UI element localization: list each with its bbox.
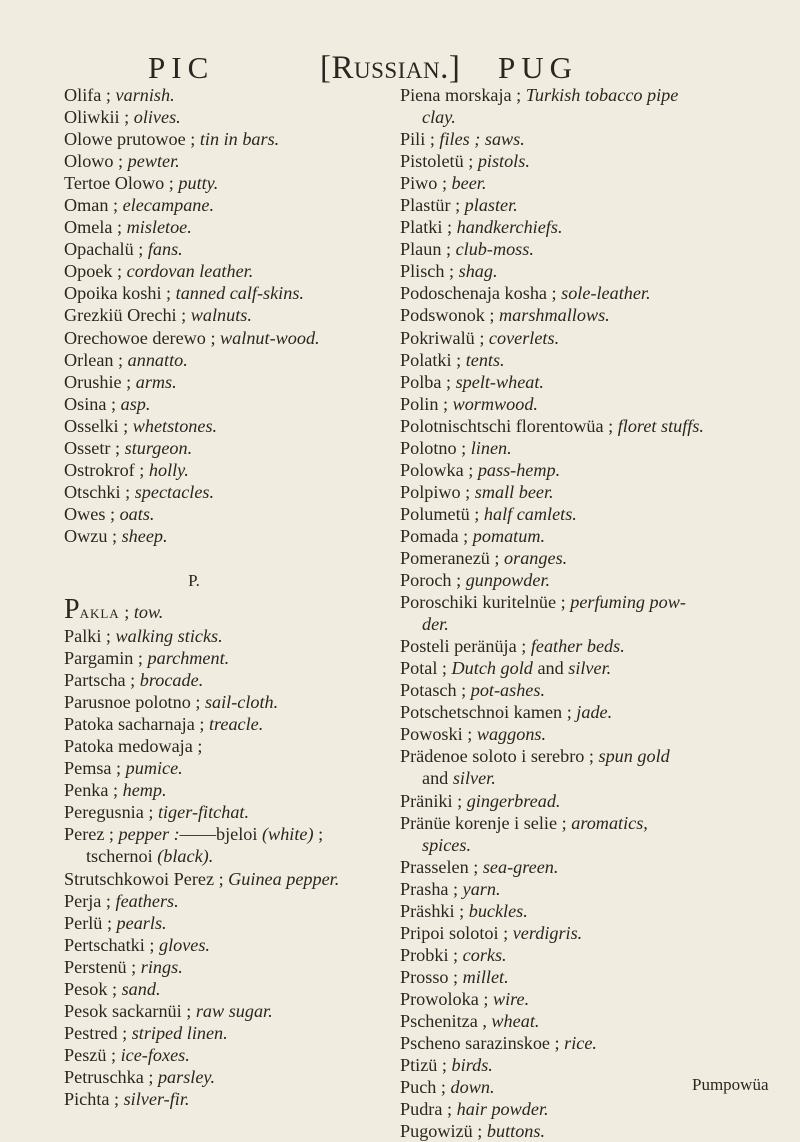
entry-translation: down. (450, 1077, 495, 1098)
dictionary-entry (64, 1000, 386, 1022)
entry-term: Pili ; (400, 129, 440, 150)
entry-term: Prowoloka ; (400, 988, 493, 1009)
entry-translation: pass-hemp. (477, 459, 561, 480)
entry-term: Orechowoe derewo ; (64, 327, 221, 348)
entry-term: Osina ; (64, 393, 121, 414)
dictionary-entry (400, 701, 780, 723)
entry-translation: pistols. (477, 151, 530, 172)
entry-translation: plaster. (464, 195, 518, 216)
entry-term: Polba ; (400, 371, 456, 392)
entry-translation: sail-cloth. (204, 692, 279, 713)
entry-translation: misletoe. (126, 217, 192, 238)
dictionary-entry (64, 669, 386, 691)
entry-term: Pokriwalü ; (400, 327, 489, 348)
entry-term: akla (79, 601, 120, 622)
entry-term: Penka ; (64, 780, 123, 801)
dictionary-entry (400, 459, 780, 481)
dictionary-entry (400, 1054, 780, 1076)
entry-term: Orlean ; (64, 349, 128, 370)
entry-translation: pewter. (127, 151, 180, 172)
entry-translation: pot-ashes. (470, 680, 545, 701)
entry-translation: (white) (262, 824, 314, 845)
entry-term: Otschki ; (64, 481, 135, 502)
dictionary-entry (400, 922, 780, 944)
entry-translation: wheat. (491, 1010, 540, 1031)
dictionary-entry (64, 238, 386, 260)
dictionary-entry (400, 327, 780, 349)
entry-term: Owes ; (64, 503, 120, 524)
entry-translation: gingerbread. (466, 790, 561, 811)
entry-translation: whetstones. (132, 415, 218, 436)
entry-translation: feathers. (115, 890, 179, 911)
entry-term: Pertschatki ; (64, 934, 159, 955)
left-column (64, 84, 386, 1110)
entry-translation: small beer. (474, 481, 554, 502)
right-column (400, 84, 780, 1142)
entry-term: Parusnoe polotno ; (64, 692, 205, 713)
dictionary-entry (64, 934, 386, 956)
entry-term: Olowo ; (64, 151, 128, 172)
dictionary-entry (400, 878, 780, 900)
dictionary-entry (400, 790, 780, 812)
entry-translation: millet. (462, 966, 509, 987)
dictionary-entry (400, 547, 780, 569)
entry-term: Strutschkowoi Perez ; (64, 868, 229, 889)
entry-translation: pearls. (116, 912, 167, 933)
entry-term: Prädenoe soloto i serebro ; (400, 746, 599, 767)
dictionary-entry (64, 304, 386, 326)
entry-translation: shag. (458, 261, 498, 282)
dictionary-entry (64, 823, 386, 845)
dictionary-entry (400, 966, 780, 988)
entry-separator: ; (119, 601, 134, 622)
dictionary-entry (400, 415, 780, 437)
dictionary-entry (400, 569, 780, 591)
entry-translation: sheep. (121, 525, 168, 546)
entry-translation: tin in bars. (199, 129, 280, 150)
entry-translation: walnuts. (190, 305, 252, 326)
entry-translation: oats. (119, 503, 155, 524)
entry-translation: beer. (451, 173, 487, 194)
entry-term: Perez ; (64, 824, 119, 845)
dictionary-entry (64, 150, 386, 172)
dictionary-entry (64, 481, 386, 503)
entry-term: Posteli peränüja ; (400, 636, 531, 657)
entry-term: Perja ; (64, 890, 116, 911)
entry-term: Potasch ; (400, 680, 471, 701)
entry-term: Pomeranezü ; (400, 547, 505, 568)
entry-term: and (532, 658, 569, 679)
entry-translation: half camlets. (483, 503, 577, 524)
dictionary-entry (400, 834, 780, 856)
entry-term: Präniki ; (400, 790, 467, 811)
entry-translation: spun gold (598, 746, 670, 767)
entry-translation: tow. (133, 601, 164, 622)
entry-translation: elecampane. (122, 195, 215, 216)
entry-translation: rings. (140, 956, 183, 977)
entry-translation: clay. (422, 107, 456, 128)
dictionary-entry (400, 84, 780, 106)
dictionary-entry (400, 216, 780, 238)
dictionary-entry (64, 1044, 386, 1066)
dictionary-entry (64, 779, 386, 801)
entry-term: Platki ; (400, 217, 457, 238)
entry-term: Potal ; (400, 658, 452, 679)
dictionary-entry (64, 216, 386, 238)
entry-term: ; (313, 824, 324, 845)
header-right-guideword: PUG (498, 50, 579, 85)
dictionary-entry (400, 128, 780, 150)
entry-translation: silver. (452, 768, 496, 789)
entry-translation: feather beds. (530, 636, 625, 657)
entry-translation: varnish. (115, 85, 175, 105)
entry-translation: linen. (470, 437, 512, 458)
entry-translation: sturgeon. (124, 437, 193, 458)
catchword: Pumpowüa (692, 1075, 769, 1094)
dictionary-entry (64, 349, 386, 371)
entry-translation: ice-foxes. (120, 1044, 190, 1065)
entry-translation: gunpowder. (465, 570, 551, 591)
entry-term: Pesok sackarnüi ; (64, 1000, 196, 1021)
entry-translation: gloves. (158, 934, 210, 955)
entry-translation: oranges. (504, 547, 568, 568)
entry-term: Pripoi solotoi ; (400, 922, 513, 943)
dictionary-entry (400, 304, 780, 326)
entry-term: Pargamin ; (64, 648, 148, 669)
dictionary-entry (400, 591, 780, 613)
entry-translation: sand. (121, 978, 161, 999)
entry-term: Owzu ; (64, 525, 122, 546)
dictionary-entry (64, 260, 386, 282)
entry-translation: hemp. (122, 780, 167, 801)
dictionary-entry (64, 437, 386, 459)
dictionary-entry (400, 613, 780, 635)
entry-term: Polatki ; (400, 349, 466, 370)
dictionary-entry (64, 868, 386, 890)
entry-term: Polin ; (400, 393, 453, 414)
entry-translation: handkerchiefs. (456, 217, 563, 238)
entry-translation: putty. (178, 173, 219, 194)
entry-translation: files ; saws. (439, 129, 525, 150)
dictionary-entry (64, 415, 386, 437)
dictionary-entry (400, 172, 780, 194)
entry-term: Perlü ; (64, 912, 117, 933)
entry-term: Orushie ; (64, 371, 136, 392)
entry-translation: silver. (568, 658, 612, 679)
dictionary-entry (400, 812, 780, 834)
entry-translation: yarn. (462, 878, 501, 899)
entry-translation: aromatics, (571, 812, 648, 833)
entry-term: Pesok ; (64, 978, 122, 999)
entry-translation: rice. (564, 1033, 597, 1054)
entry-term: Präshki ; (400, 900, 469, 921)
dictionary-entry (400, 944, 780, 966)
dictionary-entry (400, 1120, 780, 1142)
entry-term: Oman ; (64, 195, 123, 216)
dictionary-entry (64, 503, 386, 525)
entry-term: Pomada ; (400, 525, 473, 546)
entry-translation: verdigris. (512, 922, 583, 943)
dictionary-entry (400, 150, 780, 172)
entry-term: Patoka sacharnaja ; (64, 714, 209, 735)
entry-term: Prosso ; (400, 966, 463, 987)
dictionary-entry (400, 635, 780, 657)
dictionary-entry (64, 625, 386, 647)
section-letter: P. (188, 570, 200, 590)
entry-translation: cordovan leather. (126, 261, 254, 282)
entry-translation: marshmallows. (499, 305, 610, 326)
entry-translation: arms. (135, 371, 177, 392)
entry-term: Pschenitza , (400, 1010, 492, 1031)
dictionary-entry (64, 128, 386, 150)
entry-translation: perfuming pow- (570, 592, 686, 613)
dictionary-entry (400, 371, 780, 393)
entry-translation: wormwood. (452, 393, 538, 414)
entry-translation: spelt-wheat. (455, 371, 544, 392)
entry-term: Pichta ; (64, 1088, 124, 1109)
entry-term: Ostrokrof ; (64, 459, 149, 480)
entry-translation: parchment. (147, 648, 230, 669)
dictionary-entry (400, 767, 780, 789)
section-lead-entry (64, 593, 386, 625)
entry-term: Pistoletü ; (400, 151, 478, 172)
dictionary-entry (64, 84, 386, 106)
entry-term: Pemsa ; (64, 758, 126, 779)
dictionary-entry (400, 238, 780, 260)
entry-term: Ptizü ; (400, 1055, 452, 1076)
header-language-label: [Russian.] (320, 50, 461, 86)
dictionary-entry (64, 393, 386, 415)
entry-term: Polpiwo ; (400, 481, 475, 502)
dictionary-entry (64, 282, 386, 304)
dictionary-entry (400, 1010, 780, 1032)
dictionary-entry (400, 657, 780, 679)
dictionary-entry (400, 260, 780, 282)
dictionary-entry (400, 503, 780, 525)
dictionary-entry (64, 327, 386, 349)
entry-term: Piena morskaja ; (400, 85, 526, 105)
dictionary-entry (400, 282, 780, 304)
entry-translation: Guinea pepper. (228, 868, 340, 889)
dictionary-entry (64, 757, 386, 779)
entry-term: Prasselen ; (400, 856, 483, 877)
dictionary-entry (400, 481, 780, 503)
dictionary-entry (400, 106, 780, 128)
dictionary-entry (64, 912, 386, 934)
dictionary-entry (400, 900, 780, 922)
entry-translation: olives. (133, 107, 181, 128)
entry-translation: club-moss. (455, 239, 534, 260)
entry-term: Polumetü ; (400, 503, 484, 524)
entry-term: Oliwkii ; (64, 107, 134, 128)
dictionary-entry (64, 978, 386, 1000)
entry-translation: pomatum. (472, 525, 545, 546)
entry-term: Podswonok ; (400, 305, 500, 326)
dictionary-entry (400, 194, 780, 216)
entry-translation: treacle. (208, 714, 264, 735)
dictionary-entry (400, 723, 780, 745)
dictionary-entry (64, 371, 386, 393)
entry-term: Polowka ; (400, 459, 478, 480)
entry-translation: buckles. (468, 900, 528, 921)
entry-translation: coverlets. (488, 327, 560, 348)
entry-term: ——bjeloi (179, 824, 262, 845)
entry-term: Osselki ; (64, 415, 133, 436)
dictionary-entry (64, 691, 386, 713)
entry-translation: birds. (451, 1055, 493, 1076)
dictionary-entry (64, 172, 386, 194)
entry-term: Omela ; (64, 217, 127, 238)
dictionary-entry (64, 1088, 386, 1110)
entry-translation: jade. (576, 702, 613, 723)
entry-translation: spectacles. (134, 481, 215, 502)
entry-term: Polotno ; (400, 437, 471, 458)
entry-term: Probki ; (400, 944, 463, 965)
dictionary-entry (64, 194, 386, 216)
entry-translation: tiger-fitchat. (157, 802, 250, 823)
entry-term: Plisch ; (400, 261, 459, 282)
dictionary-entry (400, 525, 780, 547)
entry-translation: pumice. (125, 758, 183, 779)
entry-translation: brocade. (139, 670, 204, 691)
dictionary-entry (400, 393, 780, 415)
entry-translation: sea-green. (482, 856, 559, 877)
entry-translation: walnut-wood. (220, 327, 320, 348)
dictionary-entry (64, 459, 386, 481)
dictionary-entry (64, 735, 386, 757)
dictionary-entry (400, 349, 780, 371)
entry-term: Petruschka ; (64, 1066, 158, 1087)
entry-translation: pepper : (118, 824, 180, 845)
entry-translation: corks. (462, 944, 507, 965)
entry-translation: Dutch gold (451, 658, 533, 679)
entry-term: Powoski ; (400, 724, 477, 745)
entry-term: Patoka medowaja ; (64, 736, 203, 757)
dictionary-entry (64, 890, 386, 912)
dictionary-entry (64, 106, 386, 128)
entry-translation: striped linen. (131, 1022, 228, 1043)
entry-term: Puch ; (400, 1077, 451, 1098)
entry-translation: der. (422, 614, 449, 635)
entry-term: Poroschiki kuritelnüe ; (400, 592, 571, 613)
dictionary-entry (400, 1098, 780, 1120)
dictionary-entry (400, 1032, 780, 1054)
entry-translation: waggons. (476, 724, 547, 745)
entry-term: Partscha ; (64, 670, 140, 691)
entry-term: Opoek ; (64, 261, 127, 282)
dictionary-entry (64, 525, 386, 547)
entry-term: Palki ; (64, 625, 116, 646)
entry-term: Pudra ; (400, 1099, 457, 1120)
entry-term: Podoschenaja kosha ; (400, 283, 562, 304)
entry-term: Plastür ; (400, 195, 465, 216)
entry-translation: hair powder. (456, 1099, 549, 1120)
entry-term: Polotnischtschi florentowüa ; (400, 415, 618, 436)
dictionary-entry (400, 437, 780, 459)
entry-term: Perstenü ; (64, 956, 141, 977)
drop-capital: P (64, 593, 80, 625)
entry-term: Plaun ; (400, 239, 456, 260)
entry-translation: (black). (157, 846, 214, 867)
entry-term: Peszü ; (64, 1044, 121, 1065)
dictionary-entry (400, 856, 780, 878)
header-left-guideword: PIC (148, 50, 215, 85)
entry-term: Tertoe Olowo ; (64, 173, 179, 194)
entry-term: Ossetr ; (64, 437, 125, 458)
dictionary-entry (64, 713, 386, 735)
entry-term: Prasha ; (400, 878, 463, 899)
entry-translation: fans. (147, 239, 183, 260)
entry-translation: raw sugar. (195, 1000, 273, 1021)
entry-term: Opoika koshi ; (64, 283, 176, 304)
entry-term: Olifa ; (64, 85, 116, 105)
entry-term: Olowe prutowoe ; (64, 129, 200, 150)
entry-translation: buttons. (486, 1121, 546, 1142)
entry-translation: floret stuffs. (617, 415, 704, 436)
entry-term: Pestred ; (64, 1022, 132, 1043)
entry-translation: wire. (492, 988, 530, 1009)
entry-translation: spices. (422, 834, 471, 855)
dictionary-entry (64, 1022, 386, 1044)
entry-translation: asp. (120, 393, 151, 414)
entry-translation: holly. (148, 459, 189, 480)
entry-term: Peregusnia ; (64, 802, 158, 823)
dictionary-entry (400, 988, 780, 1010)
dictionary-entry (64, 845, 386, 867)
entry-translation: walking sticks. (115, 625, 223, 646)
dictionary-entry (400, 679, 780, 701)
dictionary-entry (64, 1066, 386, 1088)
entry-translation: sole-leather. (561, 283, 651, 304)
entry-translation: annatto. (127, 349, 188, 370)
dictionary-entry (64, 956, 386, 978)
entry-translation: Turkish tobacco pipe (525, 85, 679, 105)
entry-term: Poroch ; (400, 570, 466, 591)
entry-term: Grezkiü Orechi ; (64, 305, 191, 326)
entry-translation: tents. (465, 349, 505, 370)
dictionary-entry (400, 745, 780, 767)
entry-term: and (422, 768, 453, 789)
entry-translation: parsley. (157, 1066, 216, 1087)
entry-term: tschernoi (86, 846, 158, 867)
entry-translation: tanned calf-skins. (175, 283, 304, 304)
entry-term: Pränüe korenje i selie ; (400, 812, 572, 833)
dictionary-entry (64, 647, 386, 669)
entry-term: Pscheno sarazinskoe ; (400, 1033, 565, 1054)
dictionary-entry (64, 801, 386, 823)
entry-term: Opachalü ; (64, 239, 148, 260)
entry-term: Piwo ; (400, 173, 452, 194)
entry-term: Potschetschnoi kamen ; (400, 702, 577, 723)
entry-translation: silver-fir. (123, 1088, 190, 1109)
entry-term: Pugowizü ; (400, 1121, 487, 1142)
